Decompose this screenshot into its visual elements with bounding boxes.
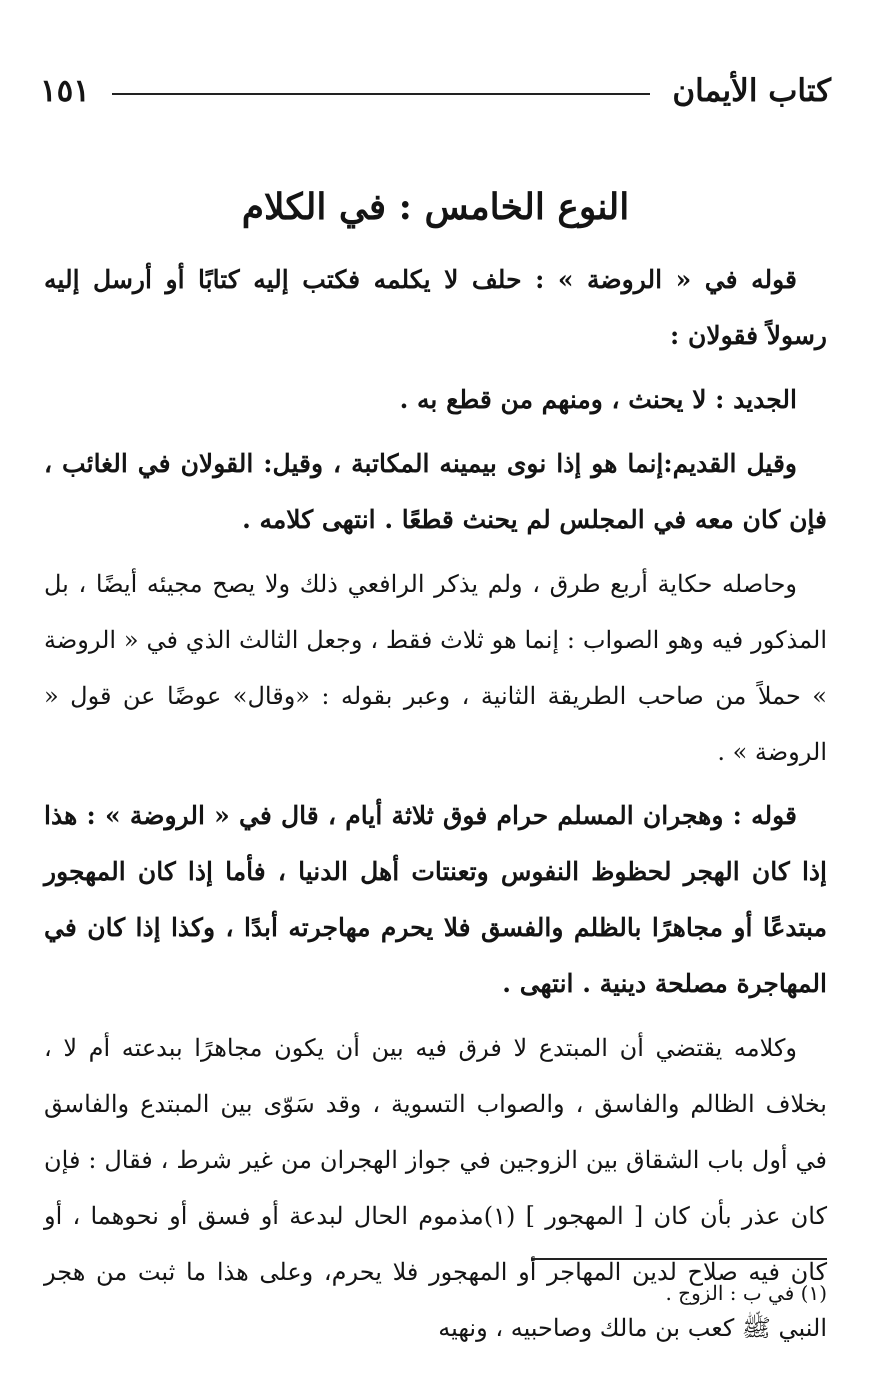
paragraph: وحاصله حكاية أربع طرق ، ولم يذكر الرافعي ذلك ولا يصح مجيئه أيضًا ، بل المذكور فيه وهو الصواب : إنما هو ثلاث فقط ، وجعل الثالث الذي في « الروضة » حملاً من صاحب الطريقة الثانية ، وعبر بقوله : «وقال» عوضًا عن قول « الروضة » . [44,570,827,766]
paragraph: الجديد : لا يحنث ، ومنهم من قطع به . [399,385,797,414]
book-title: كتاب الأيمان [672,73,831,109]
page-number: ١٥١ [40,73,90,109]
body-text [44,252,827,1364]
header-rule [112,93,650,95]
footnote: (١) في ب : الزوج . [665,1281,827,1305]
footnote-rule [531,1258,827,1260]
paragraph: وقيل القديم:إنما هو إذا نوى بيمينه المكاتبة ، وقيل: القولان في الغائب ، فإن كان معه في المجلس لم يحنث قطعًا . انتهى كلامه . [44,449,827,534]
running-header [40,66,831,116]
section-title: النوع الخامس : في الكلام [241,186,630,228]
paragraph: وكلامه يقتضي أن المبتدع لا فرق فيه بين أن يكون مجاهرًا ببدعته أم لا ، بخلاف الظالم والفاسق ، والصواب التسوية ، وقد سَوّى بين المبتدع والفاسق في أول باب الشقاق بين الزوجين في جواز الهجران من غير شرط ، فقال : فإن كان عذر بأن كان [ المهجور ] (١)مذموم الحال لبدعة أو فسق أو نحوهما ، أو كان فيه صلاح لدين المهاجر أو المهجور فلا يحرم، وعلى هذا ما ثبت من هجر النبي ﷺ كعب بن مالك وصاحبيه ، ونهيه [44,1034,828,1342]
paragraph: قوله في « الروضة » : حلف لا يكلمه فكتب إليه كتابًا أو أرسل إليه رسولاً فقولان : [44,265,827,350]
paragraph: قوله : وهجران المسلم حرام فوق ثلاثة أيام ، قال في « الروضة » : هذا إذا كان الهجر لحظوظ النفوس وتعنتات أهل الدنيا ، فأما إذا كان المهجور مبتدعًا أو مجاهرًا بالظلم والفسق فلا يحرم مهاجرته أبدًا ، وكذا إذا كان في المهاجرة مصلحة دينية . انتهى . [44,801,827,998]
